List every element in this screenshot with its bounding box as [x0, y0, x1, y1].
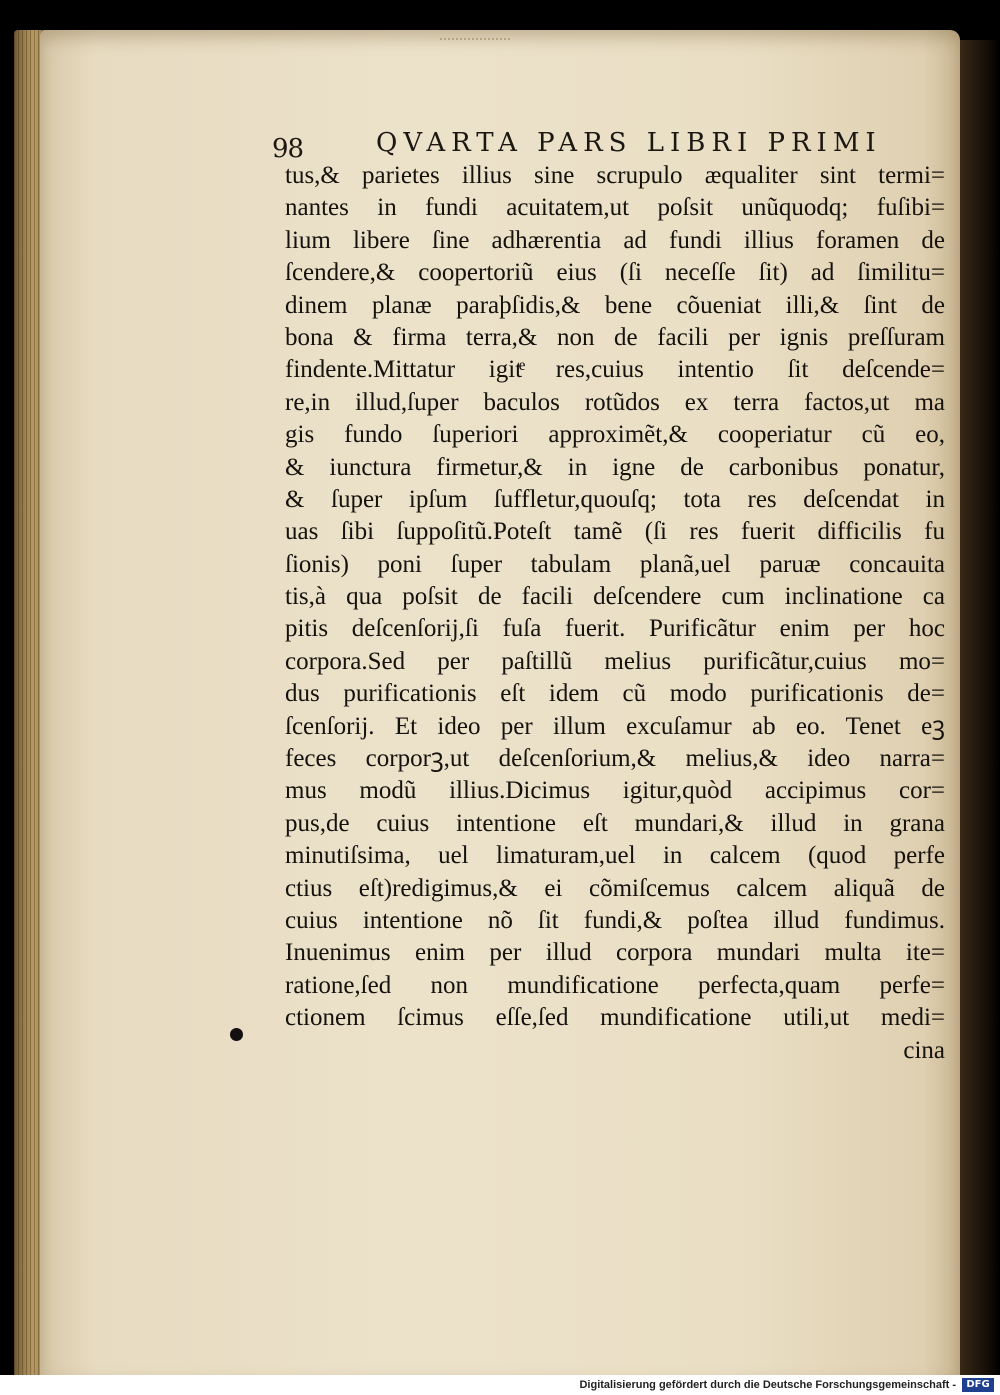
text-line: pitis deſcenſorij,ſi fuſa fuerit. Purificãtur enim per hoc: [285, 615, 945, 643]
catchword: cina: [903, 1036, 945, 1064]
text-line: cuius intentione nõ ſit fundi,& poſtea illud fundimus.: [285, 906, 945, 934]
text-line: minutiſsima, uel limaturam,uel in calcem (quod perfe: [285, 842, 945, 870]
body-text: [285, 160, 945, 1067]
dfg-logo: DFG: [962, 1378, 994, 1392]
text-line: & iunctura firmetur,& in igne de carbonibus ponatur,: [285, 453, 945, 481]
text-line: gis fundo ſuperiori approximẽt,& cooperiatur cũ eo,: [285, 421, 945, 449]
digitization-footer: [0, 1375, 1000, 1395]
top-smudge: [440, 38, 510, 46]
text-line: nantes in fundi acuitatem,ut poſsit unũquodq; fuſibi=: [285, 194, 945, 222]
text-line: ratione,ſed non mundificatione perfecta,quam perfe=: [285, 971, 945, 999]
text-line: corpora.Sed per paſtillũ melius purificãtur,cuius mo=: [285, 647, 945, 675]
text-line: tus,& parietes illius sine scrupulo æqualiter sint termi=: [285, 162, 945, 189]
text-line: Inuenimus enim per illud corpora mundari multa ite=: [285, 939, 945, 967]
text-line: dus purificationis eſt idem cũ modo purificationis de=: [285, 680, 945, 708]
text-line: & ſuper ipſum ſuffletur,quouſq; tota res deſcendat in: [285, 485, 945, 513]
text-line: mus modũ illius.Dicimus igitur,quòd accipimus cor=: [285, 777, 945, 805]
binding-shadow: [958, 40, 1000, 1375]
text-line: ſcendere,& coopertoriũ eius (ſi neceſſe ſit) ad ſimilitu=: [285, 259, 945, 287]
text-line: bona & firma terra,& non de facili per ignis preſſuram: [285, 323, 945, 351]
text-line: pus,de cuius intentione eſt mundari,& illud in grana: [285, 809, 945, 837]
text-line: re,in illud,ſuper baculos rotũdos ex terra factos,ut ma: [285, 388, 945, 416]
text-line: ſionis) poni ſuper tabulam planã,uel paruæ concauita: [285, 550, 945, 578]
funding-credit: Digitalisierung gefördert durch die Deutsche Forschungsgemeinschaft -: [579, 1379, 956, 1391]
text-line: dinem planæ paraþſidis,& bene cõueniat illi,& ſint de: [285, 291, 945, 319]
text-line: ſcenſorij. Et ideo per illum excuſamur ab eo. Tenet eꝫ: [285, 712, 945, 740]
text-line: ctionem ſcimus eſſe,ſed mundificatione utili,ut medi=: [285, 1004, 945, 1032]
text-line: findente.Mittatur igitͤ res,cuius intentio ſit deſcende=: [285, 356, 945, 384]
margin-ink-dot: [230, 1028, 243, 1041]
text-line: feces corporꝫ,ut deſcenſorium,& melius,& ideo narra=: [285, 745, 945, 773]
text-line: uas ſibi ſuppoſitũ.Poteſt tamẽ (ſi res fuerit difficilis fu: [285, 518, 945, 546]
page-number: 98: [272, 134, 304, 164]
text-line: ctius eſt)redigimus,& ei cõmiſcemus calcem aliquã de: [285, 874, 945, 902]
text-line: tis,à qua poſsit de facili deſcendere cum inclinatione ca: [285, 583, 945, 611]
text-line: lium libere ſine adhærentia ad fundi illius foramen de: [285, 226, 945, 254]
running-head: QVARTA PARS LIBRI PRIMI: [376, 128, 882, 158]
